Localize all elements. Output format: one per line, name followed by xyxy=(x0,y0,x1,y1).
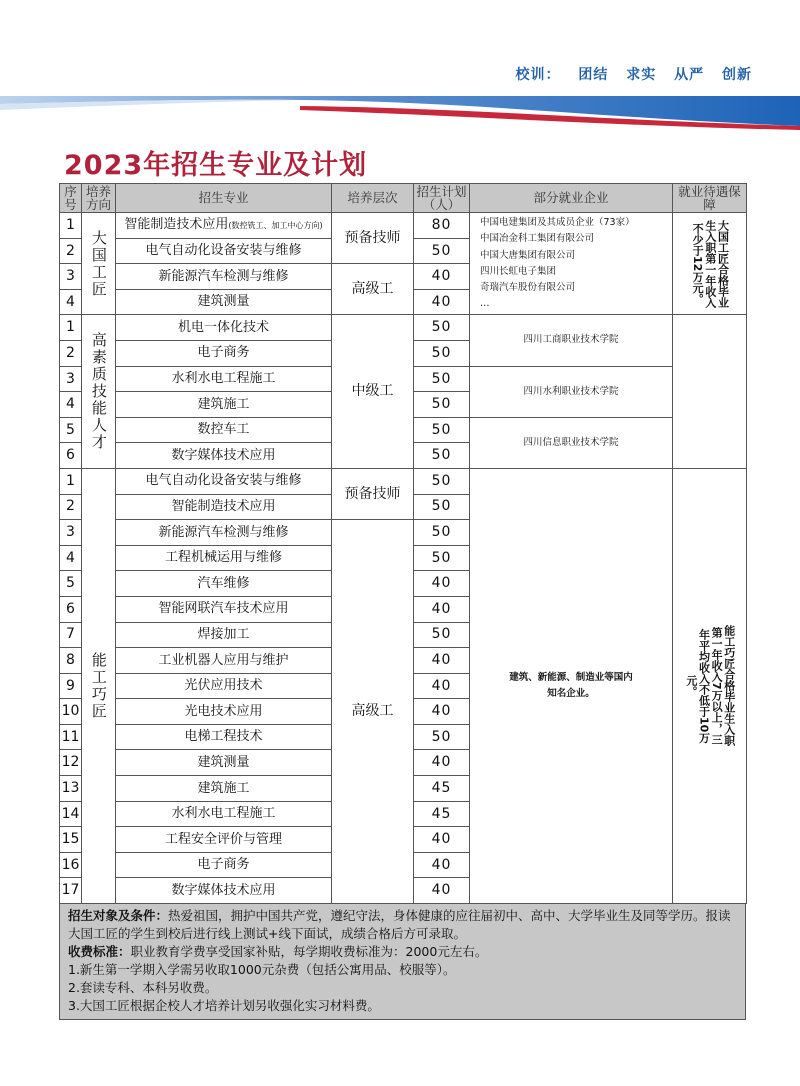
major-cell: 电子商务 xyxy=(116,340,332,366)
count-cell: 50 xyxy=(414,545,470,571)
header-seq: 序号 xyxy=(60,184,82,213)
notes-panel xyxy=(59,904,746,1020)
employment-cell xyxy=(673,315,747,469)
major-cell: 建筑测量 xyxy=(116,289,332,315)
major-cell: 机电一体化技术 xyxy=(116,315,332,341)
level-cell: 高级工 xyxy=(332,520,414,904)
row-number: 5 xyxy=(60,571,82,597)
employment-cell xyxy=(673,213,747,315)
count-cell: 45 xyxy=(414,776,470,802)
companies-text: 建筑、新能源、制造业等国内知名企业。 xyxy=(509,671,633,699)
major-note: (数控铣工、加工中心方向) xyxy=(228,221,323,231)
count-cell: 50 xyxy=(414,417,470,443)
company-item: 中国冶金科工集团有限公司 xyxy=(480,233,595,245)
motto-word: 从严 xyxy=(674,67,705,83)
row-number: 1 xyxy=(60,315,82,341)
count-cell: 40 xyxy=(414,648,470,674)
count-cell: 50 xyxy=(414,622,470,648)
fee-paragraph xyxy=(68,943,737,961)
admission-text: 热爱祖国，拥护中国共产党，遵纪守法，身体健康的应往届初中、高中、大学毕业生及同等学历。报读大国工匠的学生到校后进行线上测试+线下面试，成绩合格后方可录取。 xyxy=(68,908,731,942)
level-cell: 中级工 xyxy=(332,315,414,469)
motto-word: 创新 xyxy=(722,67,752,83)
fee-note-item: 2.套读专科、本科另收费。 xyxy=(68,980,218,996)
major-cell: 水利水电工程施工 xyxy=(116,366,332,392)
company-item: … xyxy=(480,297,490,309)
row-number: 17 xyxy=(60,878,82,904)
row-number: 16 xyxy=(60,852,82,878)
row-number: 9 xyxy=(60,673,82,699)
companies-cell: 四川工商职业技术学院 xyxy=(470,315,673,366)
count-cell: 45 xyxy=(414,801,470,827)
count-cell: 40 xyxy=(414,827,470,853)
count-cell: 50 xyxy=(414,366,470,392)
count-cell: 40 xyxy=(414,852,470,878)
major-cell: 工程机械运用与维修 xyxy=(116,545,332,571)
count-cell: 50 xyxy=(414,392,470,418)
enrollment-table xyxy=(59,183,747,904)
count-cell: 40 xyxy=(414,596,470,622)
row-number: 8 xyxy=(60,648,82,674)
row-number: 2 xyxy=(60,238,82,264)
major-cell: 数字媒体技术应用 xyxy=(116,878,332,904)
major-cell: 智能制造技术应用 xyxy=(116,494,332,520)
major-cell: 电子商务 xyxy=(116,852,332,878)
table-row xyxy=(60,315,747,341)
major-cell: 工业机器人应用与维护 xyxy=(116,648,332,674)
table-row xyxy=(60,468,747,494)
row-number: 3 xyxy=(60,264,82,290)
row-number: 4 xyxy=(60,545,82,571)
companies-cell xyxy=(470,468,673,903)
major-cell: 建筑测量 xyxy=(116,750,332,776)
major-cell: 焊接加工 xyxy=(116,622,332,648)
count-cell: 50 xyxy=(414,443,470,469)
admission-label: 招生对象及条件： xyxy=(68,908,169,924)
major-cell: 建筑施工 xyxy=(116,776,332,802)
count-cell: 80 xyxy=(414,213,470,239)
school-motto xyxy=(516,64,753,84)
row-number: 7 xyxy=(60,622,82,648)
major-cell: 数字媒体技术应用 xyxy=(116,443,332,469)
enrollment-table-box xyxy=(59,183,746,1020)
table-row xyxy=(60,213,747,239)
row-number: 2 xyxy=(60,340,82,366)
company-item: 奇瑞汽车股份有限公司 xyxy=(480,281,576,293)
fee-text: 职业教育学费享受国家补贴，每学期收费标准为：2000元左右。 xyxy=(130,944,488,960)
count-cell: 40 xyxy=(414,571,470,597)
count-cell: 50 xyxy=(414,520,470,546)
major-cell: 光伏应用技术 xyxy=(116,673,332,699)
major-cell: 新能源汽车检测与维修 xyxy=(116,520,332,546)
row-number: 3 xyxy=(60,520,82,546)
level-cell: 预备技师 xyxy=(332,213,414,264)
employment-cell xyxy=(673,468,747,903)
direction-cell: 高素质技能人才 xyxy=(82,315,116,469)
row-number: 6 xyxy=(60,596,82,622)
count-cell: 40 xyxy=(414,750,470,776)
row-number: 14 xyxy=(60,801,82,827)
count-cell: 40 xyxy=(414,699,470,725)
direction-cell: 能工巧匠 xyxy=(82,468,116,903)
major-cell: 汽车维修 xyxy=(116,571,332,597)
company-item: 中国电建集团及其成员企业（73家） xyxy=(480,217,635,229)
major-cell: 新能源汽车检测与维修 xyxy=(116,264,332,290)
row-number: 10 xyxy=(60,699,82,725)
row-number: 3 xyxy=(60,366,82,392)
major-cell: 电梯工程技术 xyxy=(116,724,332,750)
count-cell: 40 xyxy=(414,289,470,315)
major-cell: 智能网联汽车技术应用 xyxy=(116,596,332,622)
count-cell: 50 xyxy=(414,315,470,341)
header-banner xyxy=(0,96,800,130)
fee-note-item: 3.大国工匠根据企校人才培养计划另收强化实习材料费。 xyxy=(68,998,380,1014)
companies-cell: 四川信息职业技术学院 xyxy=(470,417,673,468)
level-cell: 预备技师 xyxy=(332,468,414,519)
row-number: 2 xyxy=(60,494,82,520)
major-cell: 电气自动化设备安装与维修 xyxy=(116,238,332,264)
motto-word: 团结 xyxy=(578,67,609,83)
count-cell: 50 xyxy=(414,724,470,750)
count-cell: 50 xyxy=(414,468,470,494)
row-number: 15 xyxy=(60,827,82,853)
major-cell: 光电技术应用 xyxy=(116,699,332,725)
direction-cell: 大国工匠 xyxy=(82,213,116,315)
header-companies: 部分就业企业 xyxy=(470,184,673,213)
row-number: 4 xyxy=(60,392,82,418)
row-number: 1 xyxy=(60,213,82,239)
major-cell: 工程安全评价与管理 xyxy=(116,827,332,853)
count-cell: 50 xyxy=(414,340,470,366)
row-number: 4 xyxy=(60,289,82,315)
row-number: 11 xyxy=(60,724,82,750)
major-cell xyxy=(116,213,332,239)
fee-label: 收费标准： xyxy=(68,944,131,960)
header-plan: 招生计划（人） xyxy=(414,184,470,213)
major-cell: 水利水电工程施工 xyxy=(116,801,332,827)
row-number: 6 xyxy=(60,443,82,469)
companies-cell: 四川水利职业技术学院 xyxy=(470,366,673,417)
employment-text: 能工巧匠合格毕业生入职第一年收入7万以上，三年平均收入不低于10万元。 xyxy=(684,625,736,747)
header-employment: 就业待遇保障 xyxy=(673,184,747,213)
count-cell: 40 xyxy=(414,264,470,290)
count-cell: 50 xyxy=(414,238,470,264)
major-cell: 数控车工 xyxy=(116,417,332,443)
company-item: 四川长虹电子集团 xyxy=(480,265,557,277)
row-number: 5 xyxy=(60,417,82,443)
companies-cell xyxy=(470,213,673,315)
row-number: 1 xyxy=(60,468,82,494)
table-header-row xyxy=(60,184,747,213)
header-direction: 培养方向 xyxy=(82,184,116,213)
page-title: 2023年招生专业及计划 xyxy=(64,150,368,181)
company-item: 中国大唐集团有限公司 xyxy=(480,249,576,261)
row-number: 12 xyxy=(60,750,82,776)
header-level: 培养层次 xyxy=(332,184,414,213)
major-cell: 建筑施工 xyxy=(116,392,332,418)
count-cell: 50 xyxy=(414,494,470,520)
fee-note-item: 1.新生第一学期入学需另收取1000元杂费（包括公寓用品、校服等）。 xyxy=(68,962,456,978)
major-cell: 电气自动化设备安装与维修 xyxy=(116,468,332,494)
major-name: 智能制造技术应用 xyxy=(124,217,229,233)
employment-text: 大国工匠合格毕业生入职第一年收入不少于12万元。 xyxy=(691,219,730,308)
motto-word: 求实 xyxy=(626,67,657,83)
level-cell: 高级工 xyxy=(332,264,414,315)
header-major: 招生专业 xyxy=(116,184,332,213)
motto-label: 校训： xyxy=(515,67,561,83)
count-cell: 40 xyxy=(414,878,470,904)
admission-paragraph xyxy=(68,907,737,943)
count-cell: 40 xyxy=(414,673,470,699)
row-number: 13 xyxy=(60,776,82,802)
